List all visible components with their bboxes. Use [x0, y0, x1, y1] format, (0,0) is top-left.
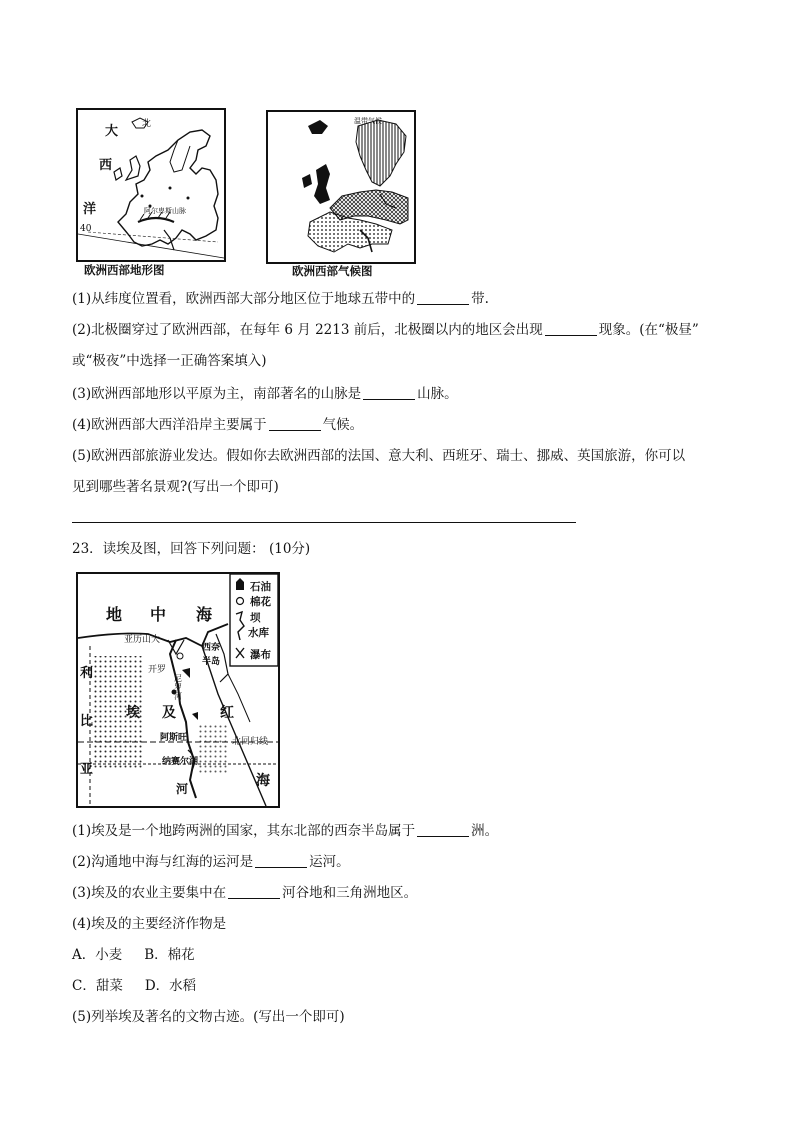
- q23-part2-text-a: (2)沟通地中海与红海的运河是: [72, 854, 254, 870]
- egypt-label-hai2: 海: [256, 773, 270, 789]
- europe-terrain-map: [76, 108, 226, 262]
- terrain-label-alps: 阿尔卑斯山脉: [144, 207, 186, 215]
- q23-heading: 23．读埃及图，回答下列问题： (10分): [72, 541, 311, 557]
- egypt-label-hai: 海: [196, 605, 213, 624]
- q22-part4-text-a: (4)欧洲西部大西洋沿岸主要属于: [72, 417, 267, 433]
- egypt-label-ji: 及: [162, 705, 176, 721]
- q22-part3-text-a: (3)欧洲西部地形以平原为主，南部著名的山脉是: [72, 386, 362, 402]
- egypt-label-li: 利: [80, 666, 94, 681]
- europe-climate-drawing: [268, 112, 414, 262]
- terrain-label-da: 大: [105, 124, 119, 139]
- q23-part4: (4)埃及的主要经济作物是: [72, 916, 227, 932]
- egypt-label-bi: 比: [80, 714, 94, 729]
- q22-part5-line2: 见到哪些著名景观?(写出一个即可): [72, 479, 279, 495]
- legend-dam: 坝: [250, 612, 261, 624]
- egypt-label-sinai-b: 半岛: [202, 657, 221, 667]
- egypt-label-he: 河: [176, 782, 189, 796]
- climate-map-caption: 欧洲西部气候图: [292, 264, 373, 278]
- legend-reservoir: 水库: [248, 627, 269, 639]
- q22-part4: [72, 416, 363, 434]
- option-b[interactable]: B．棉花: [144, 947, 195, 963]
- q22-part2-text-b: 现象。(在“极昼”: [598, 322, 699, 338]
- legend-cotton: 棉花: [250, 596, 271, 608]
- q22-part2: [72, 321, 699, 339]
- egypt-label-nasser: 纳赛尔湖: [162, 757, 199, 767]
- q23-part5: (5)列举埃及著名的文物古迹。(写出一个即可): [72, 1009, 345, 1025]
- q22-part2-note: 或“极夜”中选择一正确答案填入): [72, 353, 267, 369]
- egypt-label-zhong: 中: [150, 605, 167, 624]
- q23-part1: [72, 822, 498, 840]
- terrain-map-caption: 欧洲西部地形图: [84, 263, 165, 277]
- q22-part1-text-b: 带.: [471, 291, 489, 307]
- q23-part1-answer-blank[interactable]: [417, 822, 469, 837]
- terrain-label-xi: 西: [99, 158, 113, 173]
- egypt-label-tropic: 北回归线: [232, 737, 269, 747]
- europe-climate-map: [266, 110, 416, 264]
- terrain-label-yang: 洋: [83, 202, 97, 217]
- q22-part5-line1: (5)欧洲西部旅游业发达。假如你去欧洲西部的法国、意大利、西班牙、瑞士、挪威、英国旅游，你可以: [72, 448, 686, 464]
- egypt-label-hong: 红: [220, 705, 234, 721]
- terrain-label-north: 北: [142, 119, 152, 129]
- egypt-label-ai: 埃: [126, 705, 140, 721]
- legend-oil: 石油: [250, 581, 271, 593]
- option-d[interactable]: D．水稻: [144, 978, 197, 994]
- q22-part4-text-b: 气候。: [322, 417, 364, 433]
- q23-part3-text-a: (3)埃及的农业主要集中在: [72, 885, 227, 901]
- q23-part3: [72, 884, 417, 902]
- q23-options-row1: [72, 946, 195, 964]
- q23-part3-answer-blank[interactable]: [228, 884, 280, 899]
- egypt-label-aswan: 阿斯旺: [160, 733, 188, 743]
- q22-part3-answer-blank[interactable]: [363, 385, 415, 400]
- option-c[interactable]: C．甜菜: [72, 978, 123, 994]
- q22-part2-answer-blank[interactable]: [545, 321, 597, 336]
- q23-part2-answer-blank[interactable]: [255, 853, 307, 868]
- q22-part3: [72, 385, 458, 403]
- q22-part1-text-a: (1)从纬度位置看，欧洲西部大部分地区位于地球五带中的: [72, 291, 416, 307]
- climate-label-legend: 温带气候: [354, 117, 382, 125]
- q23-part1-text-b: 洲。: [471, 823, 499, 839]
- egypt-label-sinai-a: 西奈: [202, 643, 221, 653]
- q23-part2-text-b: 运河。: [309, 854, 350, 870]
- egypt-label-nile: 尼罗河: [174, 674, 182, 701]
- egypt-label-alexandria: 亚历山大: [124, 635, 161, 645]
- q23-part3-text-b: 河谷地和三角洲地区。: [282, 885, 418, 901]
- egypt-label-ya: 亚: [80, 762, 94, 777]
- legend-falls: 瀑布: [250, 649, 271, 661]
- q23-part1-text-a: (1)埃及是一个地跨两洲的国家，其东北部的西奈半岛属于: [72, 823, 416, 839]
- europe-terrain-drawing: [78, 110, 224, 260]
- q22-part2-text-a: (2)北极圈穿过了欧洲西部，在每年 6 月 2213 前后，北极圈以内的地区会出现: [72, 322, 543, 338]
- q22-part5-answer-line[interactable]: [72, 522, 576, 523]
- egypt-label-cairo: 开罗: [148, 665, 167, 675]
- q22-part1: [72, 290, 489, 308]
- q22-part4-answer-blank[interactable]: [269, 416, 321, 431]
- option-a[interactable]: A．小麦: [72, 947, 123, 963]
- q23-part2: [72, 853, 350, 871]
- q23-options-row2: [72, 977, 196, 995]
- q22-part1-answer-blank[interactable]: [417, 290, 469, 305]
- q22-part3-text-b: 山脉。: [417, 386, 458, 402]
- terrain-label-lat40: 40: [80, 224, 92, 234]
- egypt-map: [76, 572, 280, 808]
- egypt-label-di: 地: [106, 605, 123, 624]
